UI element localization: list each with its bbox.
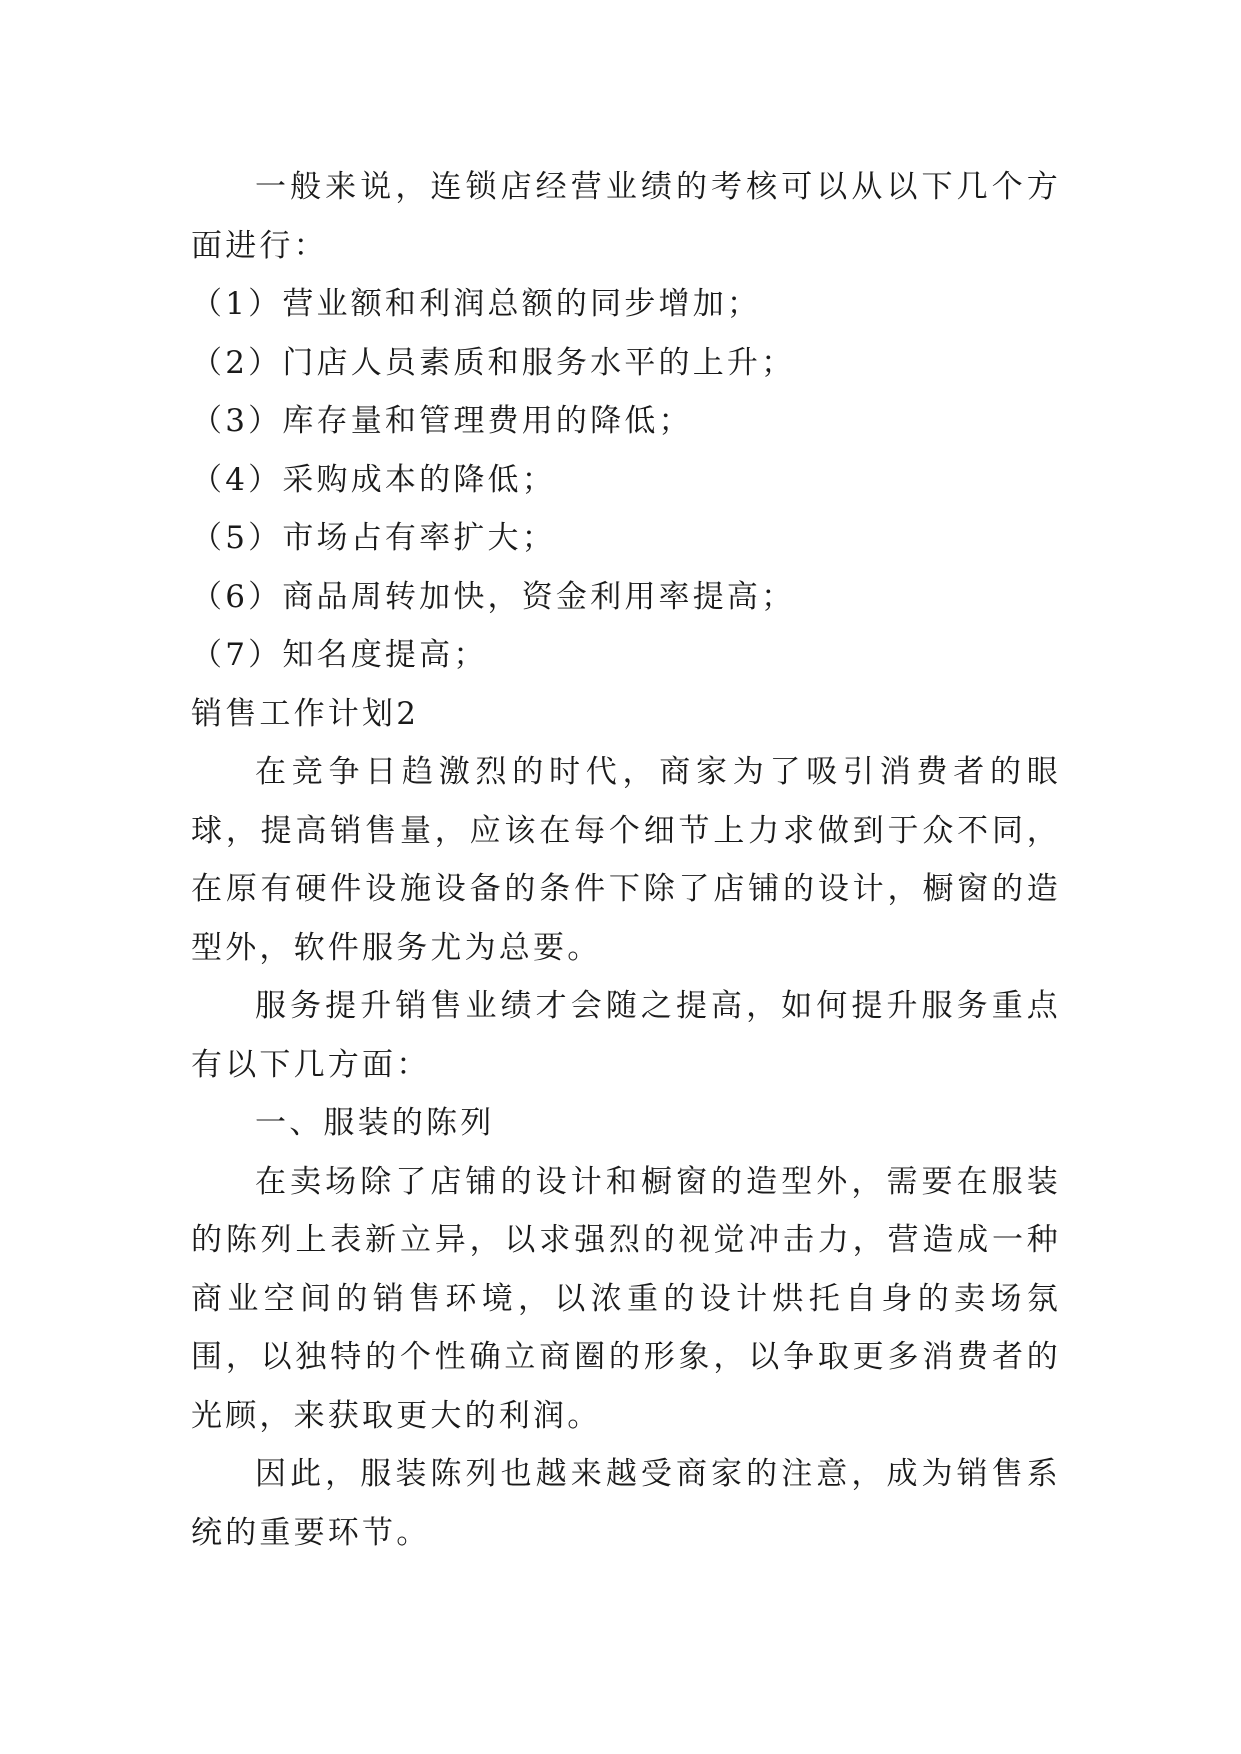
list-item: （7）知名度提高； bbox=[191, 637, 488, 673]
list-item: （5）市场占有率扩大； bbox=[191, 520, 556, 556]
list-item: （2）门店人员素质和服务水平的上升； bbox=[191, 344, 796, 381]
list-item: （6）商品周转加快，资金利用率提高； bbox=[191, 578, 796, 615]
document-body bbox=[191, 158, 1061, 1562]
list-item: （4）采购成本的降低； bbox=[191, 461, 556, 498]
section-title: 销售工作计划2 bbox=[191, 695, 420, 732]
paragraph-conclusion: 因此，服装陈列也越来越受商家的注意，成为销售系统的重要环节。 bbox=[191, 1456, 1061, 1551]
paragraph-display: 在卖场除了店铺的设计和橱窗的造型外，需要在服装的陈列上表新立异，以求强烈的视觉冲击力，营造成一种商业空间的销售环境，以浓重的设计烘托自身的卖场氛围，以独特的个性确立商圈的形象，以争取更多消费者的光顾，来获取更大的利润。 bbox=[191, 1163, 1061, 1434]
intro-paragraph: 一般来说，连锁店经营业绩的考核可以从以下几个方面进行： bbox=[191, 169, 1061, 264]
list-item: （1）营业额和利润总额的同步增加； bbox=[191, 286, 762, 322]
subheading-display: 一、服装的陈列 bbox=[255, 1105, 495, 1141]
paragraph-competition: 在竞争日趋激烈的时代，商家为了吸引消费者的眼球，提高销售量，应该在每个细节上力求做到于众不同，在原有硬件设施设备的条件下除了店铺的设计，橱窗的造型外，软件服务尤为总要。 bbox=[191, 754, 1061, 966]
paragraph-service: 服务提升销售业绩才会随之提高，如何提升服务重点有以下几方面： bbox=[191, 988, 1061, 1083]
list-item: （3）库存量和管理费用的降低； bbox=[191, 403, 693, 439]
